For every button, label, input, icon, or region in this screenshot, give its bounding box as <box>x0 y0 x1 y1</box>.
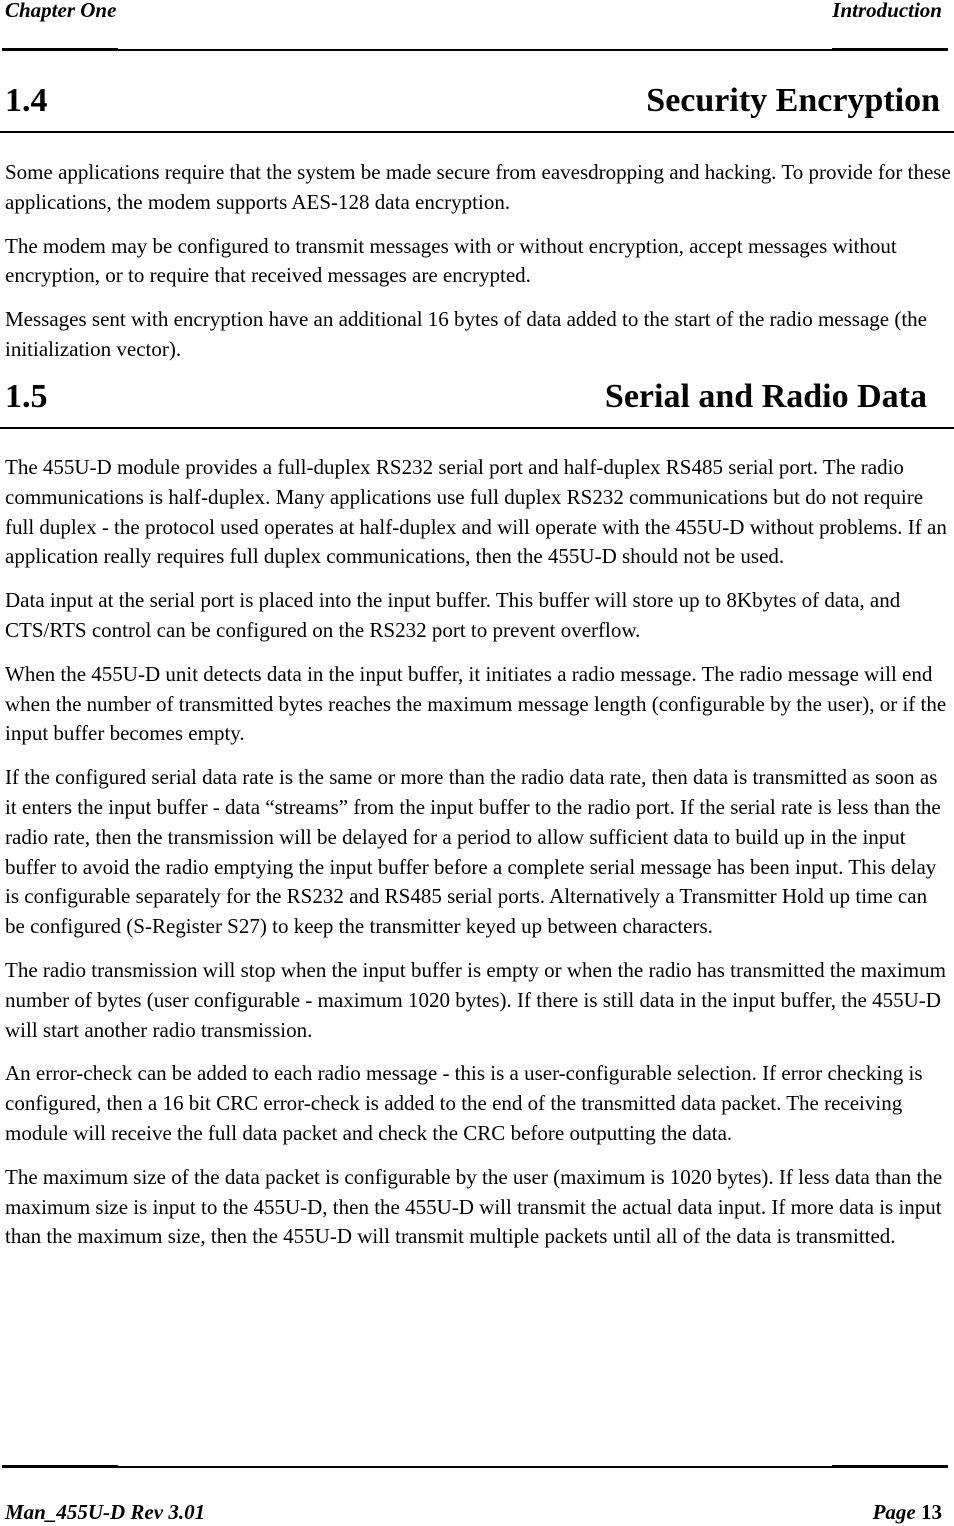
paragraph: The 455U-D module provides a full-duplex RS232 serial port and half-duplex RS485 serial port. The radio communications is half-duplex. Many applications use full duplex RS232 communications but do not require full duplex - the protocol used operates at half-duplex and will operate with the 455U-D without problems. If an application really requires full duplex communications, then the 455U-D should not be used. <box>5 455 947 569</box>
paragraph: The modem may be configured to transmit messages with or without encryption, accept messages without encryption, or to require that received messages are encrypted. <box>5 233 897 288</box>
section-heading-security-encryption <box>5 81 940 121</box>
paragraph: Messages sent with encryption have an additional 16 bytes of data added to the start of the radio message (the initialization vector). <box>5 307 927 361</box>
header-chapter: Chapter One <box>5 0 117 22</box>
section-title: Serial and Radio Data <box>604 378 927 415</box>
header-section-title: Introduction <box>832 0 942 22</box>
page-header <box>5 0 942 26</box>
paragraph: If the configured serial data rate is the same or more than the radio data rate, then data is transmitted as soon as it enters the input buffer - data “streams” from the input buffer to the radio port. If the serial rate is less than the radio rate, then the transmission will be delayed for a period to allow sufficient data to build up in the input buffer to avoid the radio emptying the input buffer before a complete serial message has been input. This delay is configurable separately for the RS232 and RS485 serial ports. Alternatively a Transmitter Hold up time can be configured (S-Register S27) to keep the transmitter keyed up between characters. <box>5 765 941 939</box>
footer-rule-accent-right <box>832 1465 948 1468</box>
paragraph: The radio transmission will stop when the input buffer is empty or when the radio has transmitted the maximum number of bytes (user configurable - maximum 1020 bytes). If there is still data in the input buffer, the 455U-D will start another radio transmission. <box>5 957 946 1042</box>
header-rule <box>2 49 948 51</box>
paragraph: When the 455U-D unit detects data in the input buffer, it initiates a radio message. The radio message will end when the number of transmitted bytes reaches the maximum message length (configurable by the user), or if the input buffer becomes empty. <box>5 661 947 746</box>
section-body-security-encryption <box>5 158 951 379</box>
footer-page-number: 13 <box>921 1500 942 1524</box>
footer-rule <box>2 1466 948 1468</box>
section-heading-rule <box>0 131 954 133</box>
footer-page-label: Page <box>872 1500 916 1524</box>
header-rule-accent-left <box>2 48 118 51</box>
section-number: 1.4 <box>5 82 48 119</box>
section-title: Security Encryption <box>646 82 940 119</box>
footer-manual-revision: Man_455U-D Rev 3.01 <box>5 1500 206 1524</box>
paragraph: The maximum size of the data packet is configurable by the user (maximum is 1020 bytes). If less data than the maximum size is input to the 455U-D, then the 455U-D will transmit the actual data input. If more data is input than the maximum size, then the 455U-D will transmit multiple packets until all of the data is transmitted. <box>5 1164 943 1249</box>
header-rule-accent-right <box>832 48 948 51</box>
section-heading-rule <box>0 427 954 429</box>
section-heading-serial-radio-data <box>5 377 927 417</box>
footer-page <box>873 1500 942 1525</box>
section-body-serial-radio-data <box>5 453 951 1266</box>
page-footer <box>5 1500 942 1526</box>
paragraph: An error-check can be added to each radio message - this is a user-configurable selection. If error checking is configured, then a 16 bit CRC error-check is added to the end of the transmitted data packet. The receiving module will receive the full data packet and check the CRC before outputting the data. <box>5 1061 923 1145</box>
footer-rule-accent-left <box>2 1465 118 1468</box>
section-number: 1.5 <box>5 378 48 415</box>
paragraph: Data input at the serial port is placed into the input buffer. This buffer will store up to 8Kbytes of data, and CTS/RTS control can be configured on the RS232 port to prevent overflow. <box>5 588 901 642</box>
paragraph: Some applications require that the system be made secure from eavesdropping and hacking. To provide for these applications, the modem supports AES-128 data encryption. <box>5 160 951 214</box>
